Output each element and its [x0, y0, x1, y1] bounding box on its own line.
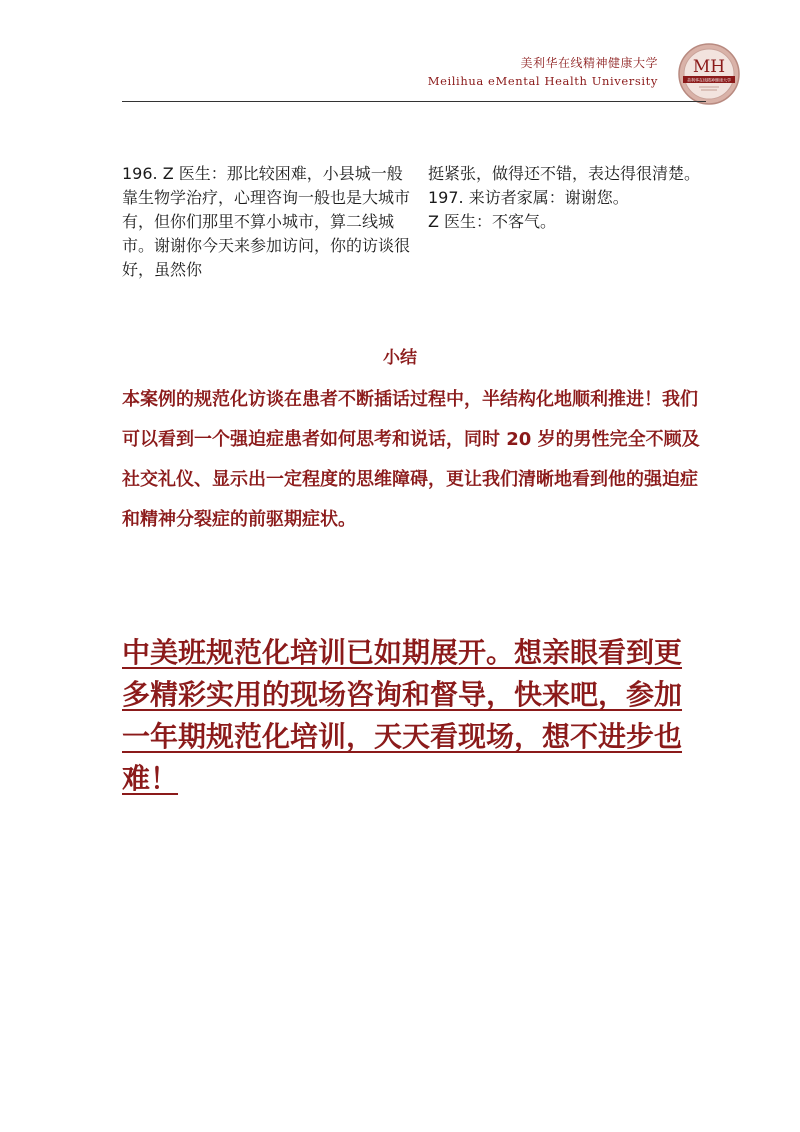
university-name-cn: 美利华在线精神健康大学 [520, 56, 658, 70]
logo-monogram: MH [692, 57, 726, 77]
dialogue-right-column [428, 162, 718, 234]
logo-caption: 美利华在线精神健康大学 [687, 77, 731, 83]
header-divider [122, 101, 706, 102]
dialogue-entry-196-continued: 挺紧张，做得还不错，表达得很清楚。 [428, 164, 701, 183]
dialogue-entry-closing: Z 医生：不客气。 [428, 212, 557, 231]
dialogue-entry-197: 197. 来访者家属：谢谢您。 [428, 188, 629, 207]
dialogue-left-column [122, 162, 412, 282]
dialogue-entry-196: 196. Z 医生：那比较困难，小县城一般靠生物学治疗，心理咨询一般也是大城市有，但你们那里不算小城市，算二线城市。谢谢你今天来参加访问，你的访谈很好，虽然你 [122, 164, 411, 279]
summary-paragraph: 本案例的规范化访谈在患者不断插话过程中，半结构化地顺利推进！我们可以看到一个强迫症患者如何思考和说话，同时 20 岁的男性完全不顾及社交礼仪、显示出一定程度的思维障碍，更让我们清晰地看到他的强迫症和精神分裂症的前驱期症状。 [122, 389, 700, 530]
summary-heading: 小结 [383, 348, 417, 368]
promo-paragraph: 中美班规范化培训已如期展开。想亲眼看到更多精彩实用的现场咨询和督导，快来吧，参加一年期规范化培训，天天看现场，想不进步也难！ [122, 636, 683, 795]
university-name-en: Meilihua eMental Health University [427, 74, 658, 88]
university-logo [677, 42, 741, 106]
